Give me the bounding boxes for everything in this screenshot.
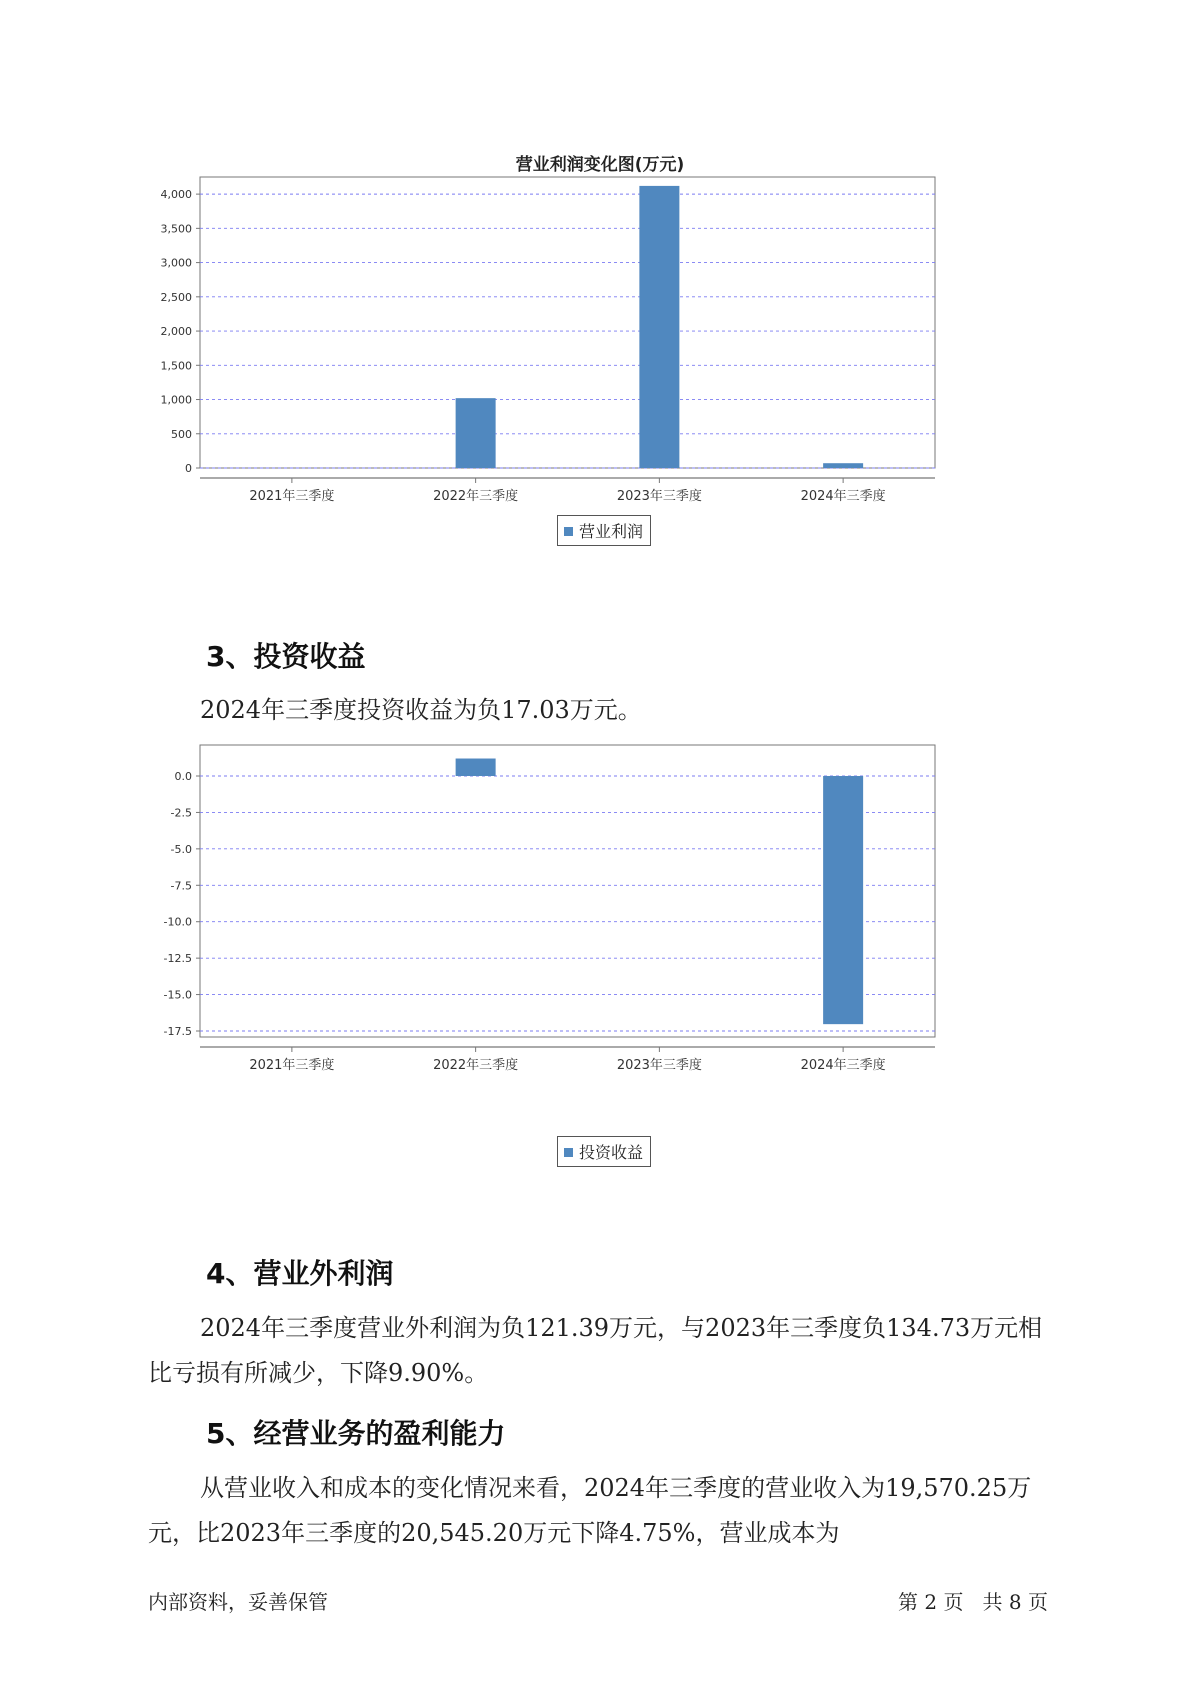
chart-title-operating-profit: 营业利润变化图(万元) [515, 155, 685, 175]
x-tick-label: 2024年三季度 [800, 1058, 886, 1073]
x-tick-label: 2021年三季度 [249, 489, 335, 504]
y-tick-label: 1,500 [160, 359, 192, 373]
y-tick-label: 4,000 [160, 188, 192, 202]
y-tick-label: 0.0 [174, 770, 192, 783]
bar [639, 186, 679, 468]
legend-investment-income [557, 1136, 651, 1167]
x-tick-label: 2023年三季度 [616, 489, 702, 504]
x-tick-label: 2023年三季度 [616, 1058, 702, 1073]
x-tick-label: 2022年三季度 [433, 1058, 519, 1073]
x-tick-label: 2024年三季度 [800, 489, 886, 504]
bar [456, 398, 496, 468]
y-tick-label: 2,500 [160, 290, 192, 304]
footer-confidential-note: 内部资料，妥善保管 [148, 1590, 328, 1614]
x-tick-label: 2022年三季度 [433, 489, 519, 504]
y-tick-label: 2,000 [160, 325, 192, 339]
bar [823, 776, 863, 1024]
legend-swatch [564, 527, 573, 536]
y-tick-label: -15.0 [163, 988, 192, 1002]
y-tick-label: 1,000 [160, 393, 192, 407]
section-heading-investment-income: 3、投资收益 [206, 640, 366, 673]
y-tick-label: 0 [185, 462, 192, 475]
section-paragraph-profitability [148, 1466, 1060, 1556]
bar [823, 463, 863, 468]
legend-label: 营业利润 [579, 522, 644, 541]
y-tick-label: 500 [171, 427, 192, 441]
y-tick-label: -12.5 [163, 952, 192, 966]
paragraph-text: 2024年三季度投资收益为负17.03万元。 [200, 696, 642, 724]
y-tick-label: 3,000 [160, 256, 192, 270]
section-heading-profitability: 5、经营业务的盈利能力 [206, 1417, 506, 1450]
y-tick-label: -7.5 [170, 879, 192, 893]
footer-page-number: 第 2 页 共 8 页 [898, 1590, 1048, 1614]
y-tick-label: -17.5 [163, 1025, 192, 1038]
bar [456, 759, 496, 776]
operating-profit-chart [150, 170, 1050, 530]
y-tick-label: 3,500 [160, 222, 192, 236]
section-paragraph-non-operating-profit [148, 1306, 1060, 1396]
x-tick-label: 2021年三季度 [249, 1058, 335, 1073]
y-tick-label: -10.0 [163, 915, 192, 929]
legend-label: 投资收益 [579, 1143, 644, 1162]
section-heading-non-operating-profit: 4、营业外利润 [206, 1257, 394, 1290]
y-tick-label: -5.0 [170, 842, 192, 856]
legend-swatch [564, 1148, 573, 1157]
investment-income-chart [150, 770, 1050, 1150]
paragraph-text: 从营业收入和成本的变化情况来看，2024年三季度的营业收入为19,570.25万元，比2023年三季度的20,545.20万元下降4.75%，营业成本为 [148, 1474, 1032, 1547]
section-paragraph-investment-income [148, 688, 1060, 733]
legend-operating-profit [557, 515, 651, 546]
plot-area [200, 177, 935, 468]
y-tick-label: -2.5 [170, 806, 192, 820]
paragraph-text: 2024年三季度营业外利润为负121.39万元，与2023年三季度负134.73万元相比亏损有所减少，下降9.90%。 [148, 1314, 1043, 1387]
